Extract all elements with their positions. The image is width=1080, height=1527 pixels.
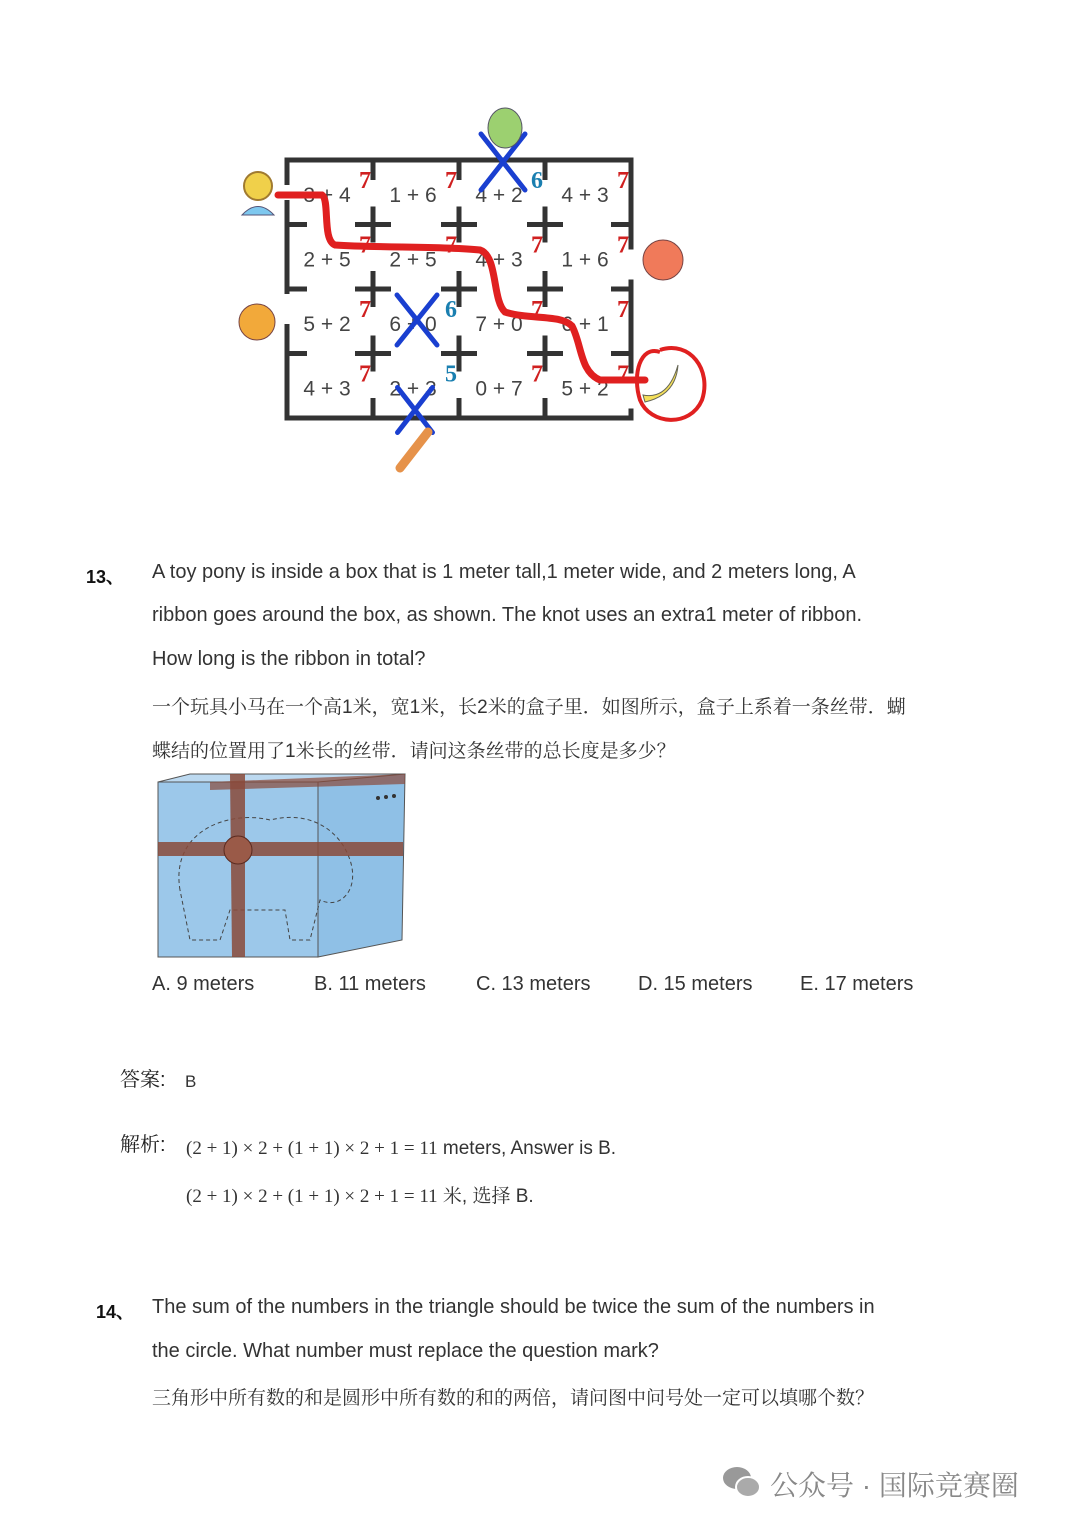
maze-cell-sum-mark: 6 xyxy=(445,297,457,323)
wechat-icon xyxy=(722,1464,762,1500)
maze-cell-expression: 1 + 6 xyxy=(561,248,609,272)
question-number-14: 14、 xyxy=(96,1302,135,1322)
ribbon-box-figure xyxy=(150,770,415,965)
pear-icon xyxy=(488,108,522,148)
maze-cell-sum-mark: 6 xyxy=(531,168,543,194)
girl-avatar-icon xyxy=(244,172,272,200)
carrot-icon xyxy=(400,432,428,468)
option-c: C. 13 meters xyxy=(476,973,591,995)
q13-line-4: 一个玩具小马在一个高1米，宽1米，长2米的盒子里．如图所示，盒子上系着一条丝带．蝴 xyxy=(152,697,906,718)
q13-line-2: ribbon goes around the box, as shown. The knot uses an extra1 meter of ribbon. xyxy=(152,604,863,626)
girl-body-icon xyxy=(242,207,274,216)
q14-line-3: 三角形中所有数的和是圆形中所有数的和的两倍，请问图中问号处一定可以填哪个数？ xyxy=(152,1388,875,1409)
maze-cell-sum-mark: 7 xyxy=(445,232,457,259)
analysis-label: 解析: xyxy=(120,1134,166,1156)
maze-cell-expression: 2 + 3 xyxy=(389,377,437,401)
maze-cell-sum-mark: 7 xyxy=(445,168,457,194)
maze-cell-sum-mark: 7 xyxy=(359,361,371,388)
apple-icon xyxy=(643,240,683,280)
maze-cell-expression: 2 + 5 xyxy=(389,248,437,272)
maze-figure xyxy=(0,0,1080,500)
maze-cell-expression: 2 + 5 xyxy=(303,248,351,272)
maze-cell-sum-mark: 7 xyxy=(359,232,371,259)
analysis-en-text: meters, Answer is B. xyxy=(437,1138,617,1159)
answer-label: 答案: xyxy=(120,1069,166,1091)
maze-cell-sum-mark: 7 xyxy=(359,297,371,323)
maze-cell-expression: 1 + 6 xyxy=(389,184,437,207)
watermark-text: 公众号 · 国际竞赛圈 xyxy=(770,1470,1019,1501)
answer-value: B xyxy=(185,1072,197,1091)
q13-line-5: 蝶结的位置用了1米长的丝带．请问这条丝带的总长度是多少？ xyxy=(152,741,676,762)
analysis-en-formula: (2 + 1) × 2 + (1 + 1) × 2 + 1 = 11 xyxy=(186,1138,438,1159)
q14-line-2: the circle. What number must replace the question mark? xyxy=(152,1340,659,1362)
option-e: E. 17 meters xyxy=(800,973,914,995)
maze-cell-expression: 6 + 0 xyxy=(389,313,437,336)
analysis-zh-text: 米, 选择 B. xyxy=(437,1186,534,1207)
maze-cell-sum-mark: 7 xyxy=(531,361,543,388)
maze-cell-sum-mark: 7 xyxy=(617,297,629,323)
maze-cell-expression: 5 + 2 xyxy=(303,313,351,336)
maze-cell-expression: 3 + 4 xyxy=(303,184,351,207)
maze-cell-expression: 5 + 2 xyxy=(561,377,609,401)
maze-cell-expression: 4 + 3 xyxy=(475,248,523,272)
analysis-english xyxy=(186,1138,616,1160)
maze-cell-sum-mark: 7 xyxy=(531,232,543,259)
maze-cell-expression: 7 + 0 xyxy=(475,313,523,336)
maze-cell-expression: 6 + 1 xyxy=(561,313,609,336)
maze-cell-sum-mark: 7 xyxy=(531,297,543,323)
maze-cell-expression: 4 + 2 xyxy=(475,184,523,207)
maze-cell-expression: 4 + 3 xyxy=(561,184,609,207)
question-number-13: 13、 xyxy=(86,567,125,587)
maze-cell-sum-mark: 7 xyxy=(617,361,629,388)
q13-line-3: How long is the ribbon in total? xyxy=(152,648,426,670)
maze-cell-sum-mark: 5 xyxy=(445,361,457,388)
option-b: B. 11 meters xyxy=(314,973,426,995)
maze-cell-expression: 0 + 7 xyxy=(475,377,523,401)
option-a: A. 9 meters xyxy=(152,973,255,995)
q14-line-1: The sum of the numbers in the triangle should be twice the sum of the numbers in xyxy=(152,1296,875,1318)
q13-line-1: A toy pony is inside a box that is 1 meter tall,1 meter wide, and 2 meters long, A xyxy=(152,561,856,583)
maze-cell-expression: 4 + 3 xyxy=(303,377,351,401)
analysis-zh-formula: (2 + 1) × 2 + (1 + 1) × 2 + 1 = 11 xyxy=(186,1186,438,1207)
option-d: D. 15 meters xyxy=(638,973,753,995)
maze-cell-sum-mark: 7 xyxy=(617,232,629,259)
maze-cell-sum-mark: 7 xyxy=(359,168,371,194)
analysis-chinese xyxy=(186,1181,534,1208)
maze-cell-sum-mark: 7 xyxy=(617,168,629,194)
orange-icon xyxy=(239,304,275,340)
banana-icon xyxy=(643,365,678,402)
